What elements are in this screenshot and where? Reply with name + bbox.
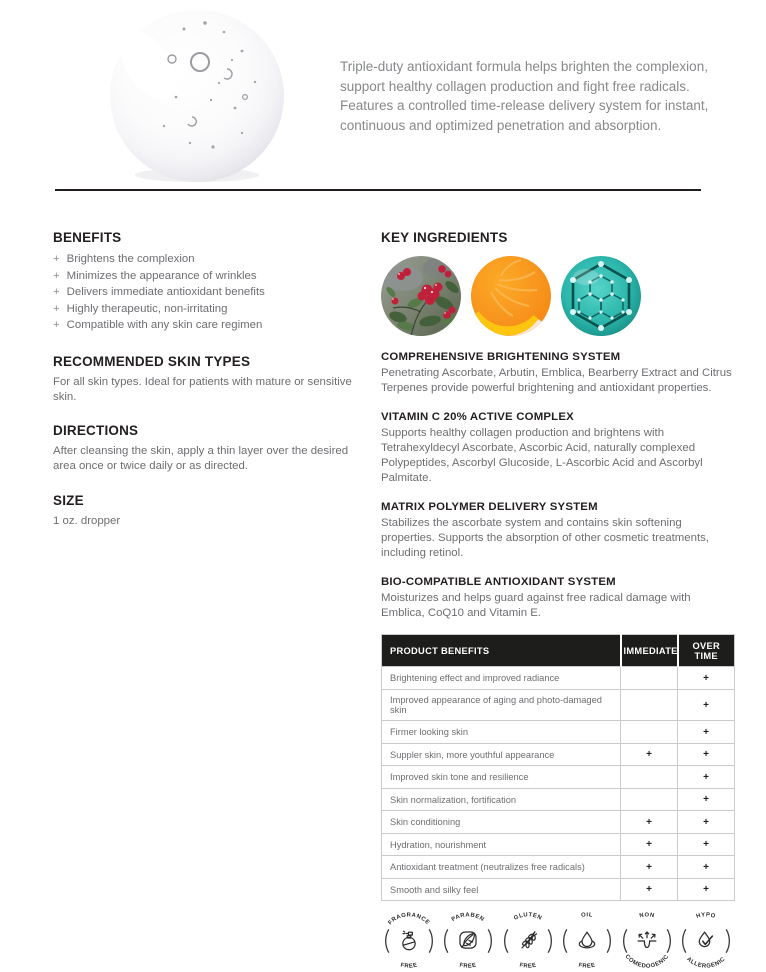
immediate-mark-cell [621, 721, 678, 744]
benefit-item [53, 317, 365, 334]
ingredient-section [381, 411, 734, 486]
table-header-row [382, 635, 735, 667]
table-row [382, 721, 735, 744]
hypo-allergenic-badge [678, 910, 734, 972]
plus-bullet-icon: + [53, 286, 60, 298]
serum-droplet-photo [92, 5, 302, 187]
benefit-item-label: Compatible with any skin care regimen [66, 319, 263, 331]
directions-body: After cleansing the skin, apply a thin layer over the desired area once or twice daily or as directed. [53, 444, 349, 472]
table-row [382, 689, 735, 721]
over-time-mark-cell: + [678, 721, 735, 744]
drop-check-icon [699, 932, 712, 946]
benefits-list [53, 251, 365, 334]
benefit-label-cell: Hydration, nourishment [382, 833, 621, 856]
table-row [382, 766, 735, 789]
ingredient-section-body: Supports healthy collagen production and brightens with Tetrahexyldecyl Ascorbate, Ascorbic Acid, naturally complexed Polypeptides, Ascorbyl Glucoside, L-Ascorbic Acid and Ascorbyl Palmitate. [381, 427, 703, 484]
benefit-label-cell: Smooth and silky feel [382, 878, 621, 901]
molecule-structure-photo [561, 256, 641, 336]
over-time-mark-cell: + [678, 788, 735, 811]
non-comedogenic-badge [619, 910, 675, 972]
ingredient-section [381, 351, 734, 396]
benefit-label-cell: Brightening effect and improved radiance [382, 667, 621, 690]
benefits-title: BENEFITS [53, 230, 122, 245]
table-row [382, 811, 735, 834]
plus-bullet-icon: + [53, 319, 60, 331]
svg-text:NON: NON [638, 912, 655, 920]
benefit-label-cell: Antioxidant treatment (neutralizes free radicals) [382, 856, 621, 879]
benefit-item [53, 301, 365, 318]
plus-bullet-icon: + [53, 253, 60, 265]
col-header-immediate: IMMEDIATE [621, 635, 678, 667]
gluten-free-badge [500, 910, 556, 972]
table-row [382, 833, 735, 856]
benefit-item-label: Brightens the complexion [66, 253, 195, 265]
svg-text:PARABEN: PARABEN [451, 912, 486, 924]
orange-slice-photo [471, 256, 551, 336]
benefit-label-cell: Firmer looking skin [382, 721, 621, 744]
table-row [382, 667, 735, 690]
immediate-mark-cell: + [621, 878, 678, 901]
oil-free-badge [559, 910, 615, 972]
over-time-mark-cell: + [678, 667, 735, 690]
ingredient-section-title: MATRIX POLYMER DELIVERY SYSTEM [381, 501, 598, 513]
over-time-mark-cell: + [678, 811, 735, 834]
fragrance-free-badge [381, 910, 437, 972]
key-ingredients-title: KEY INGREDIENTS [381, 230, 508, 245]
benefit-item [53, 284, 365, 301]
benefit-label-cell: Suppler skin, more youthful appearance [382, 743, 621, 766]
table-row [382, 856, 735, 879]
product-description: Triple-duty antioxidant formula helps brighten the complexion, support healthy collagen production and fight free radicals. Features a controlled time-release delivery system for instant, continuous and optimized penetration and absorption. [340, 59, 709, 133]
table-row [382, 743, 735, 766]
skin-types-body: For all skin types. Ideal for patients with mature or sensitive skin. [53, 375, 352, 403]
ingredient-section-body: Penetrating Ascorbate, Arbutin, Emblica, Bearberry Extract and Citrus Terpenes provide powerful brightening and antioxidant properties. [381, 367, 732, 394]
right-column [381, 230, 734, 972]
plus-bullet-icon: + [53, 302, 60, 315]
over-time-mark-cell: + [678, 856, 735, 879]
key-ingredient-images [381, 256, 734, 336]
col-header-over-time: OVER TIME [678, 635, 735, 667]
ingredient-section [381, 501, 734, 561]
over-time-mark-cell: + [678, 833, 735, 856]
svg-text:HYPO: HYPO [695, 912, 717, 920]
benefit-item [53, 268, 365, 285]
immediate-mark-cell [621, 689, 678, 721]
ingredient-section-body: Stabilizes the ascorbate system and contains skin softening properties. Supports the absorption of other cosmetic treatments, including retinol. [381, 517, 709, 559]
over-time-mark-cell: + [678, 766, 735, 789]
benefit-label-cell: Skin conditioning [382, 811, 621, 834]
paraben-free-badge [440, 910, 496, 972]
table-row [382, 788, 735, 811]
svg-text:FRAGRANCE: FRAGRANCE [387, 912, 431, 927]
svg-text:FREE: FREE [518, 962, 538, 970]
benefit-label-cell: Skin normalization, fortification [382, 788, 621, 811]
header-divider [55, 189, 701, 191]
leaf-icon [460, 932, 476, 948]
skin-types-title: RECOMMENDED SKIN TYPES [53, 353, 251, 369]
ingredient-section-title: BIO-COMPATIBLE ANTIOXIDANT SYSTEM [381, 576, 616, 588]
certification-badges [381, 910, 734, 972]
left-column [53, 230, 365, 529]
svg-text:OIL: OIL [580, 912, 594, 919]
svg-text:FREE: FREE [459, 962, 478, 970]
immediate-mark-cell: + [621, 856, 678, 879]
immediate-mark-cell [621, 667, 678, 690]
benefit-label-cell: Improved appearance of aging and photo-damaged skin [382, 689, 621, 721]
wheat-icon [522, 932, 537, 948]
plus-bullet-icon: + [53, 269, 60, 282]
ingredient-section-body: Moisturizes and helps guard against free radical damage with Emblica, CoQ10 and Vitamin E. [381, 592, 691, 619]
benefit-item-label: Highly therapeutic, non-irritating [66, 302, 228, 315]
svg-text:ALLERGENIC: ALLERGENIC [685, 956, 727, 970]
ingredient-section-title: VITAMIN C 20% ACTIVE COMPLEX [381, 411, 574, 423]
svg-text:GLUTEN: GLUTEN [512, 912, 543, 922]
perfume-bottle-icon [403, 931, 415, 950]
ingredient-section [381, 576, 734, 621]
immediate-mark-cell [621, 788, 678, 811]
directions-title: DIRECTIONS [53, 422, 139, 438]
immediate-mark-cell: + [621, 833, 678, 856]
ingredient-section-title: COMPREHENSIVE BRIGHTENING SYSTEM [381, 351, 621, 363]
oil-drop-icon [580, 932, 595, 948]
over-time-mark-cell: + [678, 689, 735, 721]
pore-arrows-icon [638, 932, 656, 948]
immediate-mark-cell: + [621, 743, 678, 766]
immediate-mark-cell [621, 766, 678, 789]
size-body: 1 oz. dropper [53, 514, 121, 527]
svg-text:FREE: FREE [399, 962, 419, 970]
product-benefits-table [381, 634, 735, 901]
ingredient-sections [381, 351, 734, 621]
over-time-mark-cell: + [678, 878, 735, 901]
benefit-label-cell: Improved skin tone and resilience [382, 766, 621, 789]
immediate-mark-cell: + [621, 811, 678, 834]
benefit-item-label: Minimizes the appearance of wrinkles [66, 269, 257, 282]
table-row [382, 878, 735, 901]
over-time-mark-cell: + [678, 743, 735, 766]
svg-text:COMEDOGENIC: COMEDOGENIC [623, 953, 670, 970]
size-title: SIZE [53, 492, 84, 508]
benefit-item [53, 251, 365, 268]
svg-text:FREE: FREE [577, 962, 597, 970]
col-header-product-benefits: PRODUCT BENEFITS [382, 635, 621, 667]
bearberry-photo [381, 256, 461, 336]
benefit-item-label: Delivers immediate antioxidant benefits [66, 286, 265, 298]
